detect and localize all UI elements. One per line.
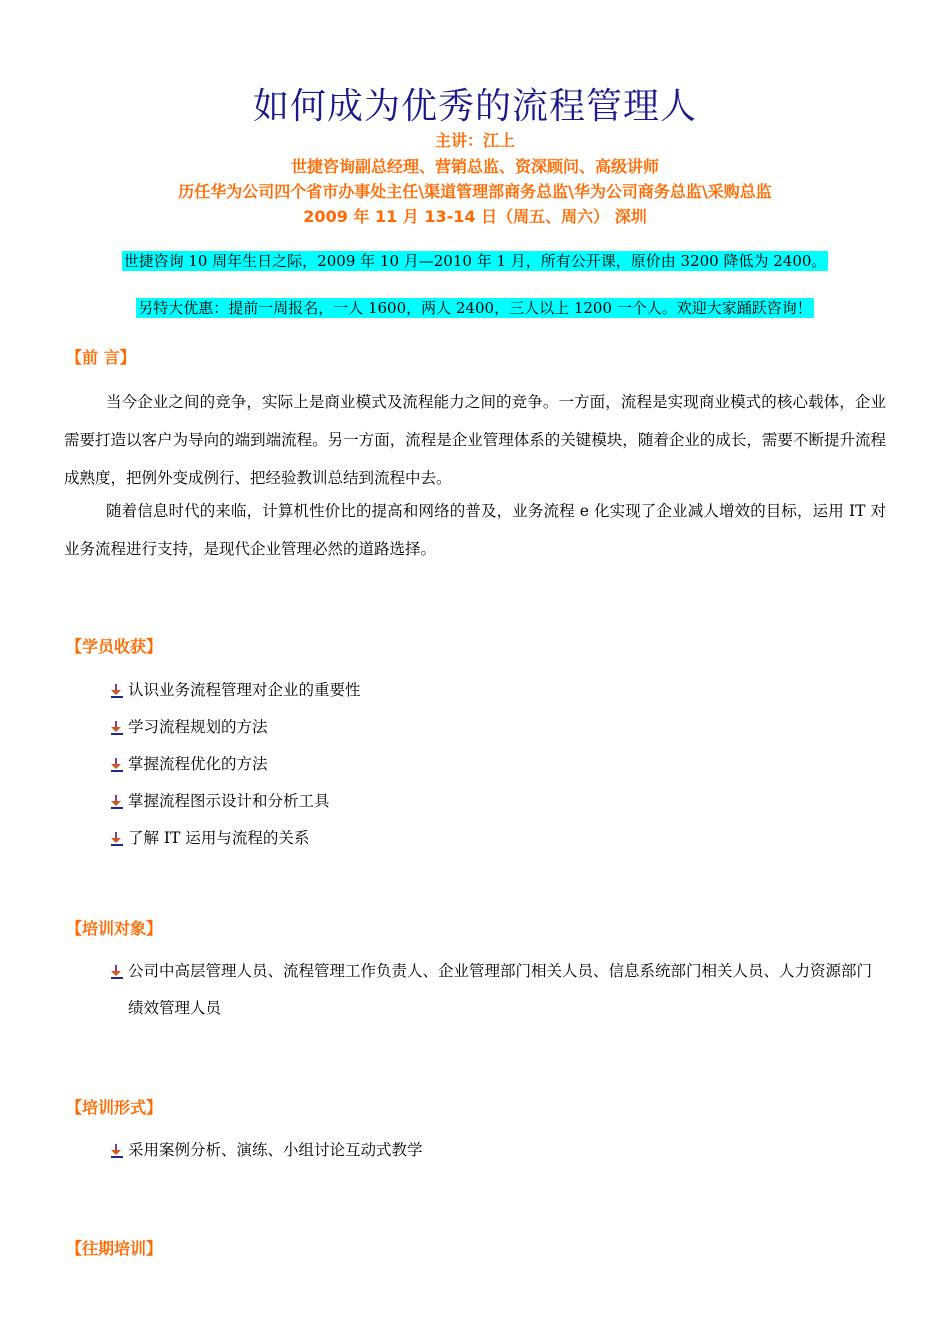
section-heading-format: 【培训形式】 bbox=[66, 1098, 163, 1117]
section-heading-preface: 【前 言】 bbox=[66, 348, 136, 367]
list-item: 采用案例分析、演练、小组讨论互动式教学 bbox=[110, 1132, 423, 1169]
arrow-down-bullet-icon bbox=[110, 794, 124, 810]
list-item: 掌握流程图示设计和分析工具 bbox=[110, 783, 330, 820]
history-line: 历任华为公司四个省市办事处主任\渠道管理部商务总监\华为公司商务总监\采购总监 bbox=[178, 182, 772, 201]
speaker-line: 主讲：江上 bbox=[434, 131, 515, 150]
promo-line-1: 世捷咨询 10 周年生日之际，2009 年 10 月—2010 年 1 月，所有公开课，原价由 3200 降低为 2400。 bbox=[123, 252, 827, 270]
section-heading-past: 【往期培训】 bbox=[66, 1239, 163, 1258]
preface-paragraph-2: 随着信息时代的来临，计算机性价比的提高和网络的普及，业务流程 e 化实现了企业减人增效的目标，运用 IT 对业务流程进行支持，是现代企业管理必然的道路选择。 bbox=[64, 502, 886, 558]
arrow-down-bullet-icon bbox=[110, 683, 124, 699]
list-item: 了解 IT 运用与流程的关系 bbox=[110, 820, 309, 857]
section-heading-gains: 【学员收获】 bbox=[66, 637, 163, 656]
arrow-down-bullet-icon bbox=[110, 964, 124, 980]
preface-paragraph-1: 当今企业之间的竞争，实际上是商业模式及流程能力之间的竞争。一方面，流程是实现商业模式的核心载体，企业需要打造以客户为导向的端到端流程。另一方面，流程是企业管理体系的关键模块，随着企业的成长，需要不断提升流程成熟度，把例外变成例行、把经验教训总结到流程中去。 bbox=[64, 393, 886, 487]
page-title: 如何成为优秀的流程管理人 bbox=[252, 86, 697, 127]
arrow-down-bullet-icon bbox=[110, 1143, 124, 1159]
arrow-down-bullet-icon bbox=[110, 757, 124, 773]
section-heading-audience: 【培训对象】 bbox=[66, 919, 163, 938]
arrow-down-bullet-icon bbox=[110, 831, 124, 847]
list-item: 认识业务流程管理对企业的重要性 bbox=[110, 672, 361, 709]
list-item: 学习流程规划的方法 bbox=[110, 709, 268, 746]
roles-line: 世捷咨询副总经理、营销总监、资深顾问、高级讲师 bbox=[290, 157, 659, 176]
list-item: 公司中高层管理人员、流程管理工作负责人、企业管理部门相关人员、信息系统部门相关人员、人力资源部门绩效管理人员 bbox=[110, 953, 886, 1027]
arrow-down-bullet-icon bbox=[110, 720, 124, 736]
list-item: 掌握流程优化的方法 bbox=[110, 746, 268, 783]
date-location-line: 2009 年 11 月 13-14 日（周五、周六） 深圳 bbox=[303, 207, 647, 226]
promo-line-2: 另特大优惠：提前一周报名，一人 1600，两人 2400，三人以上 1200 一个人。欢迎大家踊跃咨询！ bbox=[138, 299, 812, 317]
